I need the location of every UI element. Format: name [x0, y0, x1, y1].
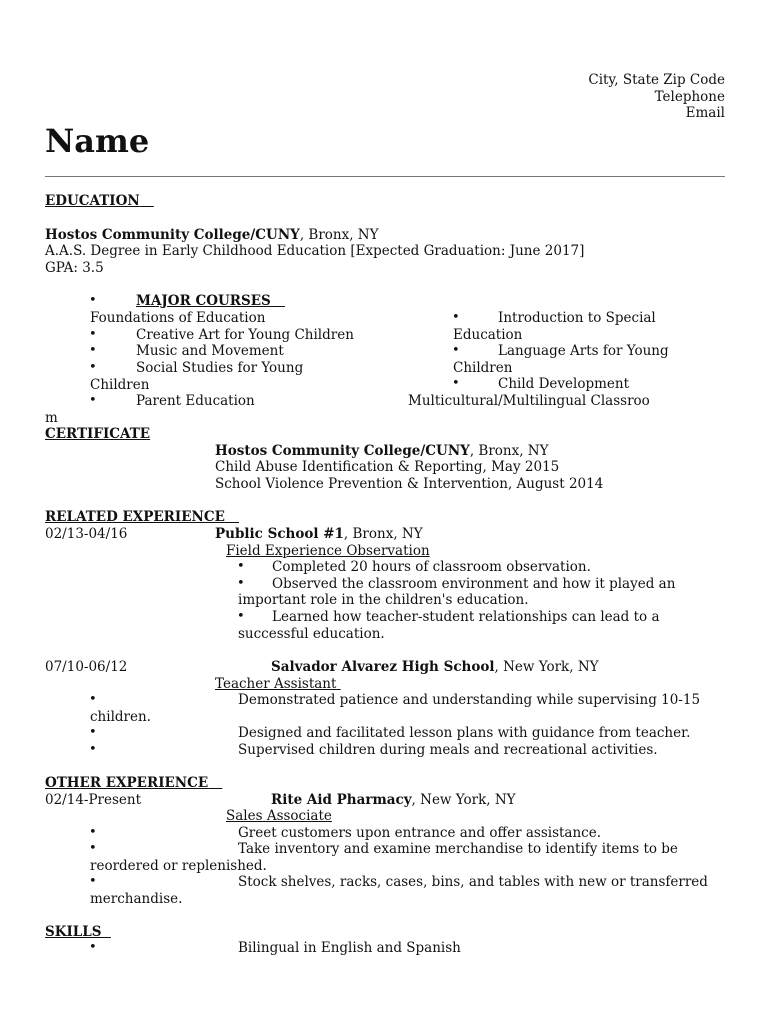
job-bullet: Take inventory and examine merchandise to identify items to be: [238, 841, 678, 857]
course-item-cont: m: [45, 410, 58, 426]
header-divider: [45, 176, 725, 177]
bullet: •: [89, 940, 97, 955]
bullet: •: [89, 725, 97, 740]
job-bullet: Demonstrated patience and understanding while supervising 10-15: [238, 692, 701, 708]
education-degree: A.A.S. Degree in Early Childhood Education [Expected Graduation: June 2017]: [45, 243, 585, 259]
job-bullet: Learned how teacher-student relationships can lead to a: [272, 609, 660, 625]
job-bullet: Stock shelves, racks, cases, bins, and tables with new or transferred: [238, 874, 708, 890]
job-dates: 02/13-04/16: [45, 526, 128, 542]
course-item: Multicultural/Multilingual Classroo: [408, 393, 650, 409]
job-bullet: Completed 20 hours of classroom observation.: [272, 559, 591, 575]
certificate-school: Hostos Community College/CUNY, Bronx, NY: [215, 443, 549, 459]
job-bullet-cont: successful education.: [238, 626, 385, 642]
course-item: Introduction to Special: [498, 310, 656, 326]
course-item: Social Studies for Young: [136, 360, 304, 376]
course-item: Parent Education: [136, 393, 255, 409]
certificate-item: School Violence Prevention & Intervention, August 2014: [215, 476, 604, 492]
skills-heading: SKILLS: [45, 924, 102, 940]
job-bullet: Observed the classroom environment and how it played an: [272, 576, 676, 592]
course-item-cont: Children: [90, 377, 150, 393]
course-item: Foundations of Education: [90, 310, 266, 326]
bullet: •: [89, 343, 97, 358]
job-bullet-cont: important role in the children's education.: [238, 592, 529, 608]
job-bullet: Designed and facilitated lesson plans with guidance from teacher.: [238, 725, 691, 741]
education-heading: EDUCATION: [45, 193, 140, 209]
course-item: Language Arts for Young: [498, 343, 669, 359]
bullet: •: [89, 293, 97, 308]
job-bullet: Supervised children during meals and recreational activities.: [238, 742, 658, 758]
contact-email: Email: [685, 105, 725, 121]
skill-item: Bilingual in English and Spanish: [238, 940, 461, 956]
bullet: •: [452, 376, 460, 391]
contact-telephone: Telephone: [654, 89, 725, 105]
course-item-cont: Education: [453, 327, 523, 343]
job-employer: Public School #1, Bronx, NY: [215, 526, 423, 542]
bullet: •: [89, 742, 97, 757]
job-dates: 07/10-06/12: [45, 659, 128, 675]
job-title: Sales Associate: [226, 808, 332, 824]
job-bullet-cont: merchandise.: [90, 891, 183, 907]
bullet: •: [452, 343, 460, 358]
job-title: Teacher Assistant: [215, 676, 337, 692]
other-experience-heading: OTHER EXPERIENCE: [45, 775, 209, 791]
education-school: Hostos Community College/CUNY, Bronx, NY: [45, 227, 379, 243]
job-employer: Rite Aid Pharmacy, New York, NY: [271, 792, 516, 808]
bullet: •: [89, 874, 97, 889]
job-title: Field Experience Observation: [226, 543, 430, 559]
job-dates: 02/14-Present: [45, 792, 142, 808]
bullet: •: [89, 825, 97, 840]
bullet: •: [89, 327, 97, 342]
bullet: •: [237, 559, 245, 574]
bullet: •: [89, 360, 97, 375]
major-courses-heading: MAJOR COURSES: [136, 293, 271, 309]
resume-name: Name: [45, 122, 150, 160]
bullet: •: [237, 609, 245, 624]
education-gpa: GPA: 3.5: [45, 260, 104, 276]
course-item: Creative Art for Young Children: [136, 327, 354, 343]
certificate-heading: CERTIFICATE: [45, 426, 151, 442]
certificate-item: Child Abuse Identification & Reporting, May 2015: [215, 459, 560, 475]
job-bullet-cont: reordered or replenished.: [90, 858, 267, 874]
course-item: Child Development: [498, 376, 630, 392]
job-bullet: Greet customers upon entrance and offer assistance.: [238, 825, 602, 841]
bullet: •: [452, 310, 460, 325]
bullet: •: [89, 841, 97, 856]
bullet: •: [237, 576, 245, 591]
job-employer: Salvador Alvarez High School, New York, NY: [271, 659, 599, 675]
job-bullet-cont: children.: [90, 709, 151, 725]
course-item-cont: Children: [453, 360, 513, 376]
bullet: •: [89, 393, 97, 408]
contact-city: City, State Zip Code: [588, 72, 725, 88]
bullet: •: [89, 692, 97, 707]
course-item: Music and Movement: [136, 343, 284, 359]
related-experience-heading: RELATED EXPERIENCE: [45, 509, 225, 525]
